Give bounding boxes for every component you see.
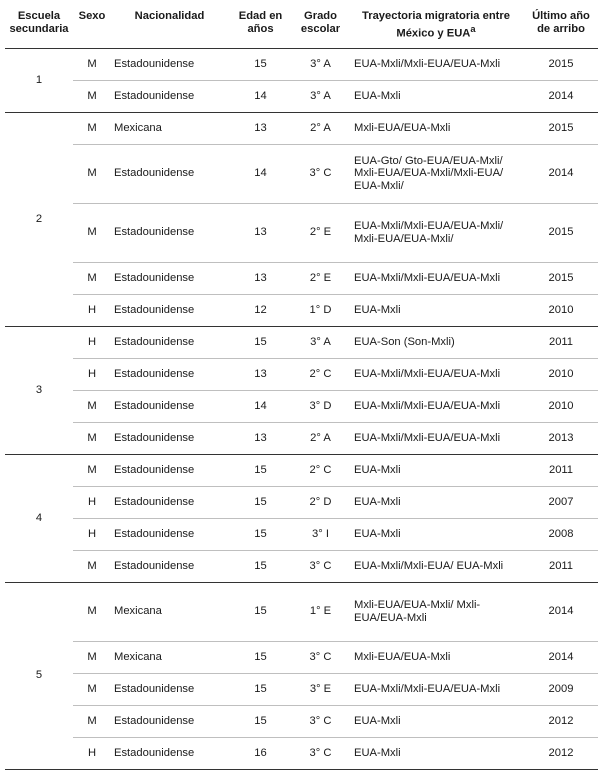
cell-nacionalidad: Estadounidense bbox=[111, 486, 228, 518]
header-escuela: Escuela secundaria bbox=[5, 6, 73, 48]
cell-sexo: H bbox=[73, 486, 111, 518]
cell-anio: 2012 bbox=[524, 705, 598, 737]
cell-escuela: 1 bbox=[5, 48, 73, 112]
cell-grado: 2° A bbox=[293, 422, 348, 454]
table-row bbox=[5, 48, 598, 80]
header-nacionalidad: Nacionalidad bbox=[111, 6, 228, 48]
table-row bbox=[5, 454, 598, 486]
cell-grado: 3° A bbox=[293, 80, 348, 112]
cell-sexo: M bbox=[73, 390, 111, 422]
table-row bbox=[5, 582, 598, 641]
cell-anio: 2014 bbox=[524, 582, 598, 641]
cell-sexo: M bbox=[73, 582, 111, 641]
cell-nacionalidad: Mexicana bbox=[111, 641, 228, 673]
cell-anio: 2009 bbox=[524, 673, 598, 705]
cell-sexo: H bbox=[73, 358, 111, 390]
cell-grado: 2° A bbox=[293, 112, 348, 144]
cell-sexo: M bbox=[73, 203, 111, 262]
cell-trayectoria: EUA-Mxli/Mxli-EUA/EUA-Mxli bbox=[348, 673, 524, 705]
cell-trayectoria: EUA-Mxli/Mxli-EUA/EUA-Mxli bbox=[348, 358, 524, 390]
cell-sexo: M bbox=[73, 48, 111, 80]
cell-grado: 3° I bbox=[293, 518, 348, 550]
table-row bbox=[5, 80, 598, 112]
cell-trayectoria: EUA-Mxli/Mxli-EUA/EUA-Mxli bbox=[348, 422, 524, 454]
header-trayectoria-label: Trayectoria migratoria entre México y EUA bbox=[362, 10, 510, 40]
cell-anio: 2007 bbox=[524, 486, 598, 518]
cell-edad: 16 bbox=[228, 737, 293, 769]
cell-anio: 2013 bbox=[524, 422, 598, 454]
cell-sexo: H bbox=[73, 518, 111, 550]
cell-sexo: M bbox=[73, 454, 111, 486]
cell-sexo: M bbox=[73, 673, 111, 705]
cell-nacionalidad: Estadounidense bbox=[111, 144, 228, 203]
cell-anio: 2012 bbox=[524, 737, 598, 769]
cell-anio: 2014 bbox=[524, 641, 598, 673]
cell-nacionalidad: Estadounidense bbox=[111, 454, 228, 486]
cell-anio: 2010 bbox=[524, 358, 598, 390]
cell-escuela: 3 bbox=[5, 326, 73, 454]
cell-edad: 15 bbox=[228, 705, 293, 737]
cell-nacionalidad: Estadounidense bbox=[111, 294, 228, 326]
cell-trayectoria: EUA-Gto/ Gto-EUA/EUA-Mxli/ Mxli-EUA/EUA-Mxli/Mxli-EUA/ EUA-Mxli/ bbox=[348, 144, 524, 203]
cell-trayectoria: EUA-Mxli/Mxli-EUA/EUA-Mxli bbox=[348, 390, 524, 422]
cell-anio: 2008 bbox=[524, 518, 598, 550]
cell-trayectoria: EUA-Mxli/Mxli-EUA/EUA-Mxli bbox=[348, 48, 524, 80]
cell-edad: 15 bbox=[228, 582, 293, 641]
cell-nacionalidad: Estadounidense bbox=[111, 422, 228, 454]
cell-nacionalidad: Mexicana bbox=[111, 112, 228, 144]
cell-trayectoria: EUA-Mxli bbox=[348, 705, 524, 737]
header-sexo: Sexo bbox=[73, 6, 111, 48]
cell-nacionalidad: Estadounidense bbox=[111, 550, 228, 582]
cell-trayectoria: EUA-Mxli bbox=[348, 454, 524, 486]
table-body bbox=[5, 48, 598, 769]
cell-edad: 12 bbox=[228, 294, 293, 326]
cell-trayectoria: EUA-Mxli/Mxli-EUA/EUA-Mxli bbox=[348, 262, 524, 294]
cell-grado: 3° A bbox=[293, 326, 348, 358]
cell-grado: 2° E bbox=[293, 262, 348, 294]
cell-anio: 2010 bbox=[524, 390, 598, 422]
cell-grado: 3° C bbox=[293, 641, 348, 673]
cell-nacionalidad: Estadounidense bbox=[111, 390, 228, 422]
cell-sexo: M bbox=[73, 144, 111, 203]
table-row bbox=[5, 358, 598, 390]
cell-anio: 2010 bbox=[524, 294, 598, 326]
table-row bbox=[5, 326, 598, 358]
header-grado: Grado escolar bbox=[293, 6, 348, 48]
cell-grado: 2° C bbox=[293, 358, 348, 390]
cell-nacionalidad: Estadounidense bbox=[111, 518, 228, 550]
cell-trayectoria: Mxli-EUA/EUA-Mxli bbox=[348, 641, 524, 673]
header-trayectoria bbox=[348, 6, 524, 48]
cell-grado: 3° E bbox=[293, 673, 348, 705]
table-row bbox=[5, 550, 598, 582]
cell-edad: 13 bbox=[228, 422, 293, 454]
cell-anio: 2011 bbox=[524, 326, 598, 358]
cell-grado: 3° C bbox=[293, 144, 348, 203]
table-row bbox=[5, 390, 598, 422]
cell-sexo: M bbox=[73, 705, 111, 737]
cell-grado: 1° D bbox=[293, 294, 348, 326]
cell-sexo: M bbox=[73, 422, 111, 454]
cell-sexo: M bbox=[73, 641, 111, 673]
cell-anio: 2015 bbox=[524, 203, 598, 262]
cell-anio: 2011 bbox=[524, 454, 598, 486]
cell-trayectoria: EUA-Mxli bbox=[348, 80, 524, 112]
cell-edad: 15 bbox=[228, 641, 293, 673]
cell-grado: 3° C bbox=[293, 705, 348, 737]
cell-anio: 2015 bbox=[524, 112, 598, 144]
cell-trayectoria: EUA-Son (Son-Mxli) bbox=[348, 326, 524, 358]
cell-grado: 2° C bbox=[293, 454, 348, 486]
cell-grado: 3° D bbox=[293, 390, 348, 422]
cell-trayectoria: Mxli-EUA/EUA-Mxli bbox=[348, 112, 524, 144]
migration-table bbox=[5, 6, 598, 770]
table-row bbox=[5, 144, 598, 203]
cell-nacionalidad: Estadounidense bbox=[111, 262, 228, 294]
header-edad: Edad en años bbox=[228, 6, 293, 48]
cell-edad: 15 bbox=[228, 486, 293, 518]
cell-edad: 13 bbox=[228, 262, 293, 294]
cell-trayectoria: EUA-Mxli bbox=[348, 486, 524, 518]
cell-nacionalidad: Mexicana bbox=[111, 582, 228, 641]
cell-sexo: M bbox=[73, 262, 111, 294]
cell-edad: 14 bbox=[228, 144, 293, 203]
cell-trayectoria: EUA-Mxli/Mxli-EUA/ EUA-Mxli bbox=[348, 550, 524, 582]
cell-sexo: H bbox=[73, 326, 111, 358]
cell-anio: 2011 bbox=[524, 550, 598, 582]
cell-nacionalidad: Estadounidense bbox=[111, 203, 228, 262]
cell-nacionalidad: Estadounidense bbox=[111, 48, 228, 80]
cell-trayectoria: EUA-Mxli bbox=[348, 518, 524, 550]
table-row bbox=[5, 673, 598, 705]
cell-grado: 1° E bbox=[293, 582, 348, 641]
cell-nacionalidad: Estadounidense bbox=[111, 80, 228, 112]
cell-trayectoria: EUA-Mxli/Mxli-EUA/EUA-Mxli/ Mxli-EUA/EUA-Mxli/ bbox=[348, 203, 524, 262]
cell-anio: 2014 bbox=[524, 80, 598, 112]
cell-anio: 2014 bbox=[524, 144, 598, 203]
cell-sexo: M bbox=[73, 550, 111, 582]
cell-trayectoria: EUA-Mxli bbox=[348, 294, 524, 326]
cell-trayectoria: EUA-Mxli bbox=[348, 737, 524, 769]
cell-nacionalidad: Estadounidense bbox=[111, 705, 228, 737]
cell-sexo: M bbox=[73, 80, 111, 112]
cell-sexo: H bbox=[73, 737, 111, 769]
table-row bbox=[5, 518, 598, 550]
table-row bbox=[5, 737, 598, 769]
cell-edad: 15 bbox=[228, 454, 293, 486]
table-row bbox=[5, 262, 598, 294]
table-row bbox=[5, 705, 598, 737]
cell-nacionalidad: Estadounidense bbox=[111, 673, 228, 705]
table-row bbox=[5, 641, 598, 673]
cell-sexo: H bbox=[73, 294, 111, 326]
cell-edad: 15 bbox=[228, 550, 293, 582]
cell-edad: 13 bbox=[228, 358, 293, 390]
cell-grado: 2° E bbox=[293, 203, 348, 262]
cell-escuela: 5 bbox=[5, 582, 73, 769]
table-header bbox=[5, 6, 598, 48]
table-row bbox=[5, 486, 598, 518]
cell-edad: 15 bbox=[228, 673, 293, 705]
cell-nacionalidad: Estadounidense bbox=[111, 358, 228, 390]
cell-edad: 14 bbox=[228, 390, 293, 422]
cell-trayectoria: Mxli-EUA/EUA-Mxli/ Mxli-EUA/EUA-Mxli bbox=[348, 582, 524, 641]
cell-grado: 3° C bbox=[293, 550, 348, 582]
cell-anio: 2015 bbox=[524, 48, 598, 80]
cell-nacionalidad: Estadounidense bbox=[111, 326, 228, 358]
table-row bbox=[5, 422, 598, 454]
cell-edad: 15 bbox=[228, 326, 293, 358]
cell-escuela: 2 bbox=[5, 112, 73, 326]
table-row bbox=[5, 294, 598, 326]
cell-grado: 3° A bbox=[293, 48, 348, 80]
header-trayectoria-footnote-mark: a bbox=[470, 24, 476, 34]
cell-nacionalidad: Estadounidense bbox=[111, 737, 228, 769]
cell-edad: 15 bbox=[228, 518, 293, 550]
cell-edad: 14 bbox=[228, 80, 293, 112]
cell-grado: 2° D bbox=[293, 486, 348, 518]
cell-edad: 13 bbox=[228, 112, 293, 144]
table-row bbox=[5, 112, 598, 144]
header-anio: Último año de arribo bbox=[524, 6, 598, 48]
cell-grado: 3° C bbox=[293, 737, 348, 769]
cell-edad: 13 bbox=[228, 203, 293, 262]
table-row bbox=[5, 203, 598, 262]
cell-edad: 15 bbox=[228, 48, 293, 80]
cell-anio: 2015 bbox=[524, 262, 598, 294]
cell-sexo: M bbox=[73, 112, 111, 144]
cell-escuela: 4 bbox=[5, 454, 73, 582]
